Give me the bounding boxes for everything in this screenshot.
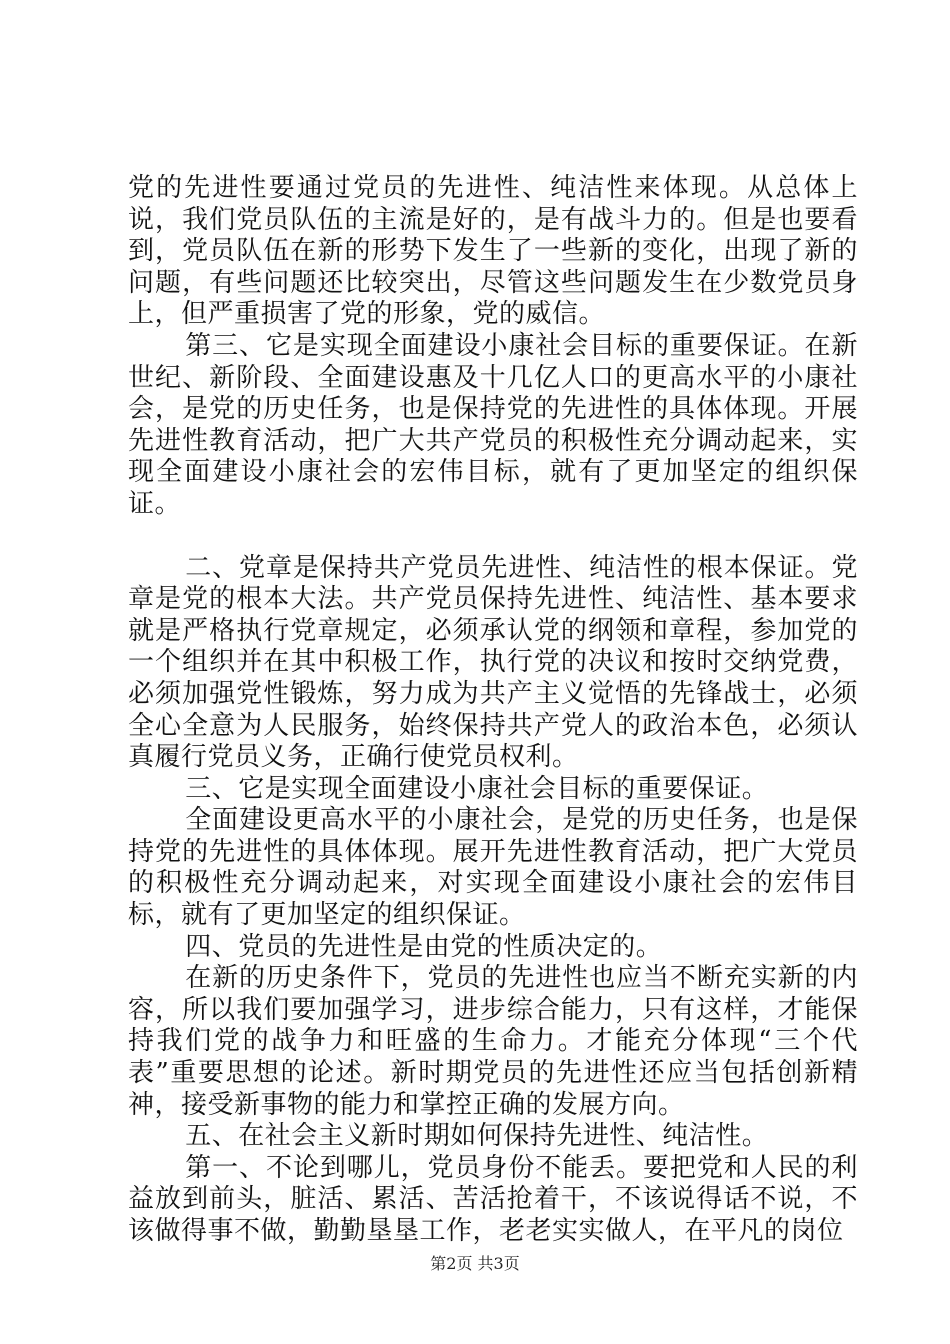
paragraph-1: 党的先进性要通过党员的先进性、纯洁性来体现。从总体上说，我们党员队伍的主流是好的，是有战斗力的。但是也要看到，党员队伍在新的形势下发生了一些新的变化，出现了新的问题，有些问题还比较突出，尽管这些问题发生在少数党员身上，但严重损害了党的形象，党的威信。: [128, 173, 858, 330]
paragraph-3: 二、党章是保持共产党员先进性、纯洁性的根本保证。党章是党的根本大法。共产党员保持先进性、纯洁性、基本要求就是严格执行党章规定，必须承认党的纲领和章程，参加党的一个组织并在其中积极工作，执行党的决议和按时交纳党费，必须加强党性锻炼，努力成为共产主义觉悟的先锋战士，必须全心全意为人民服务，始终保持共产党人的政治本色，必须认真履行党员义务，正确行使党员权利。: [128, 552, 858, 773]
document-body: [128, 173, 858, 1248]
paragraph-7: 在新的历史条件下，党员的先进性也应当不断充实新的内容，所以我们要加强学习，进步综合能力，只有这样，才能保持我们党的战争力和旺盛的生命力。才能充分体现“三个代表”重要思想的论述。新时期党员的先进性还应当包括创新精神，接受新事物的能力和掌控正确的发展方向。: [128, 963, 858, 1120]
paragraph-6: 四、党员的先进性是由党的性质决定的。: [185, 931, 663, 962]
paragraph-4: 三、它是实现全面建设小康社会目标的重要保证。: [185, 773, 769, 804]
paragraph-5: 全面建设更高水平的小康社会，是党的历史任务，也是保持党的先进性的具体体现。展开先进性教育活动，把广大党员的积极性充分调动起来，对实现全面建设小康社会的宏伟目标，就有了更加坚定的组织保证。: [128, 805, 858, 931]
paragraph-9: 第一、不论到哪儿，党员身份不能丢。要把党和人民的利益放到前头，脏活、累活、苦活抢着干，不该说得话不说，不该做得事不做，勤勤垦垦工作，老老实实做人，在平凡的岗位: [128, 1152, 858, 1246]
page-number-footer: 第2页 共3页: [430, 1254, 520, 1273]
paragraph-8: 五、在社会主义新时期如何保持先进性、纯洁性。: [185, 1121, 769, 1152]
paragraph-2: 第三、它是实现全面建设小康社会目标的重要保证。在新世纪、新阶段、全面建设惠及十几亿人口的更高水平的小康社会，是党的历史任务，也是保持党的先进性的具体体现。开展先进性教育活动，把广大共产党员的积极性充分调动起来，实现全面建设小康社会的宏伟目标，就有了更加坚定的组织保证。: [128, 330, 858, 519]
